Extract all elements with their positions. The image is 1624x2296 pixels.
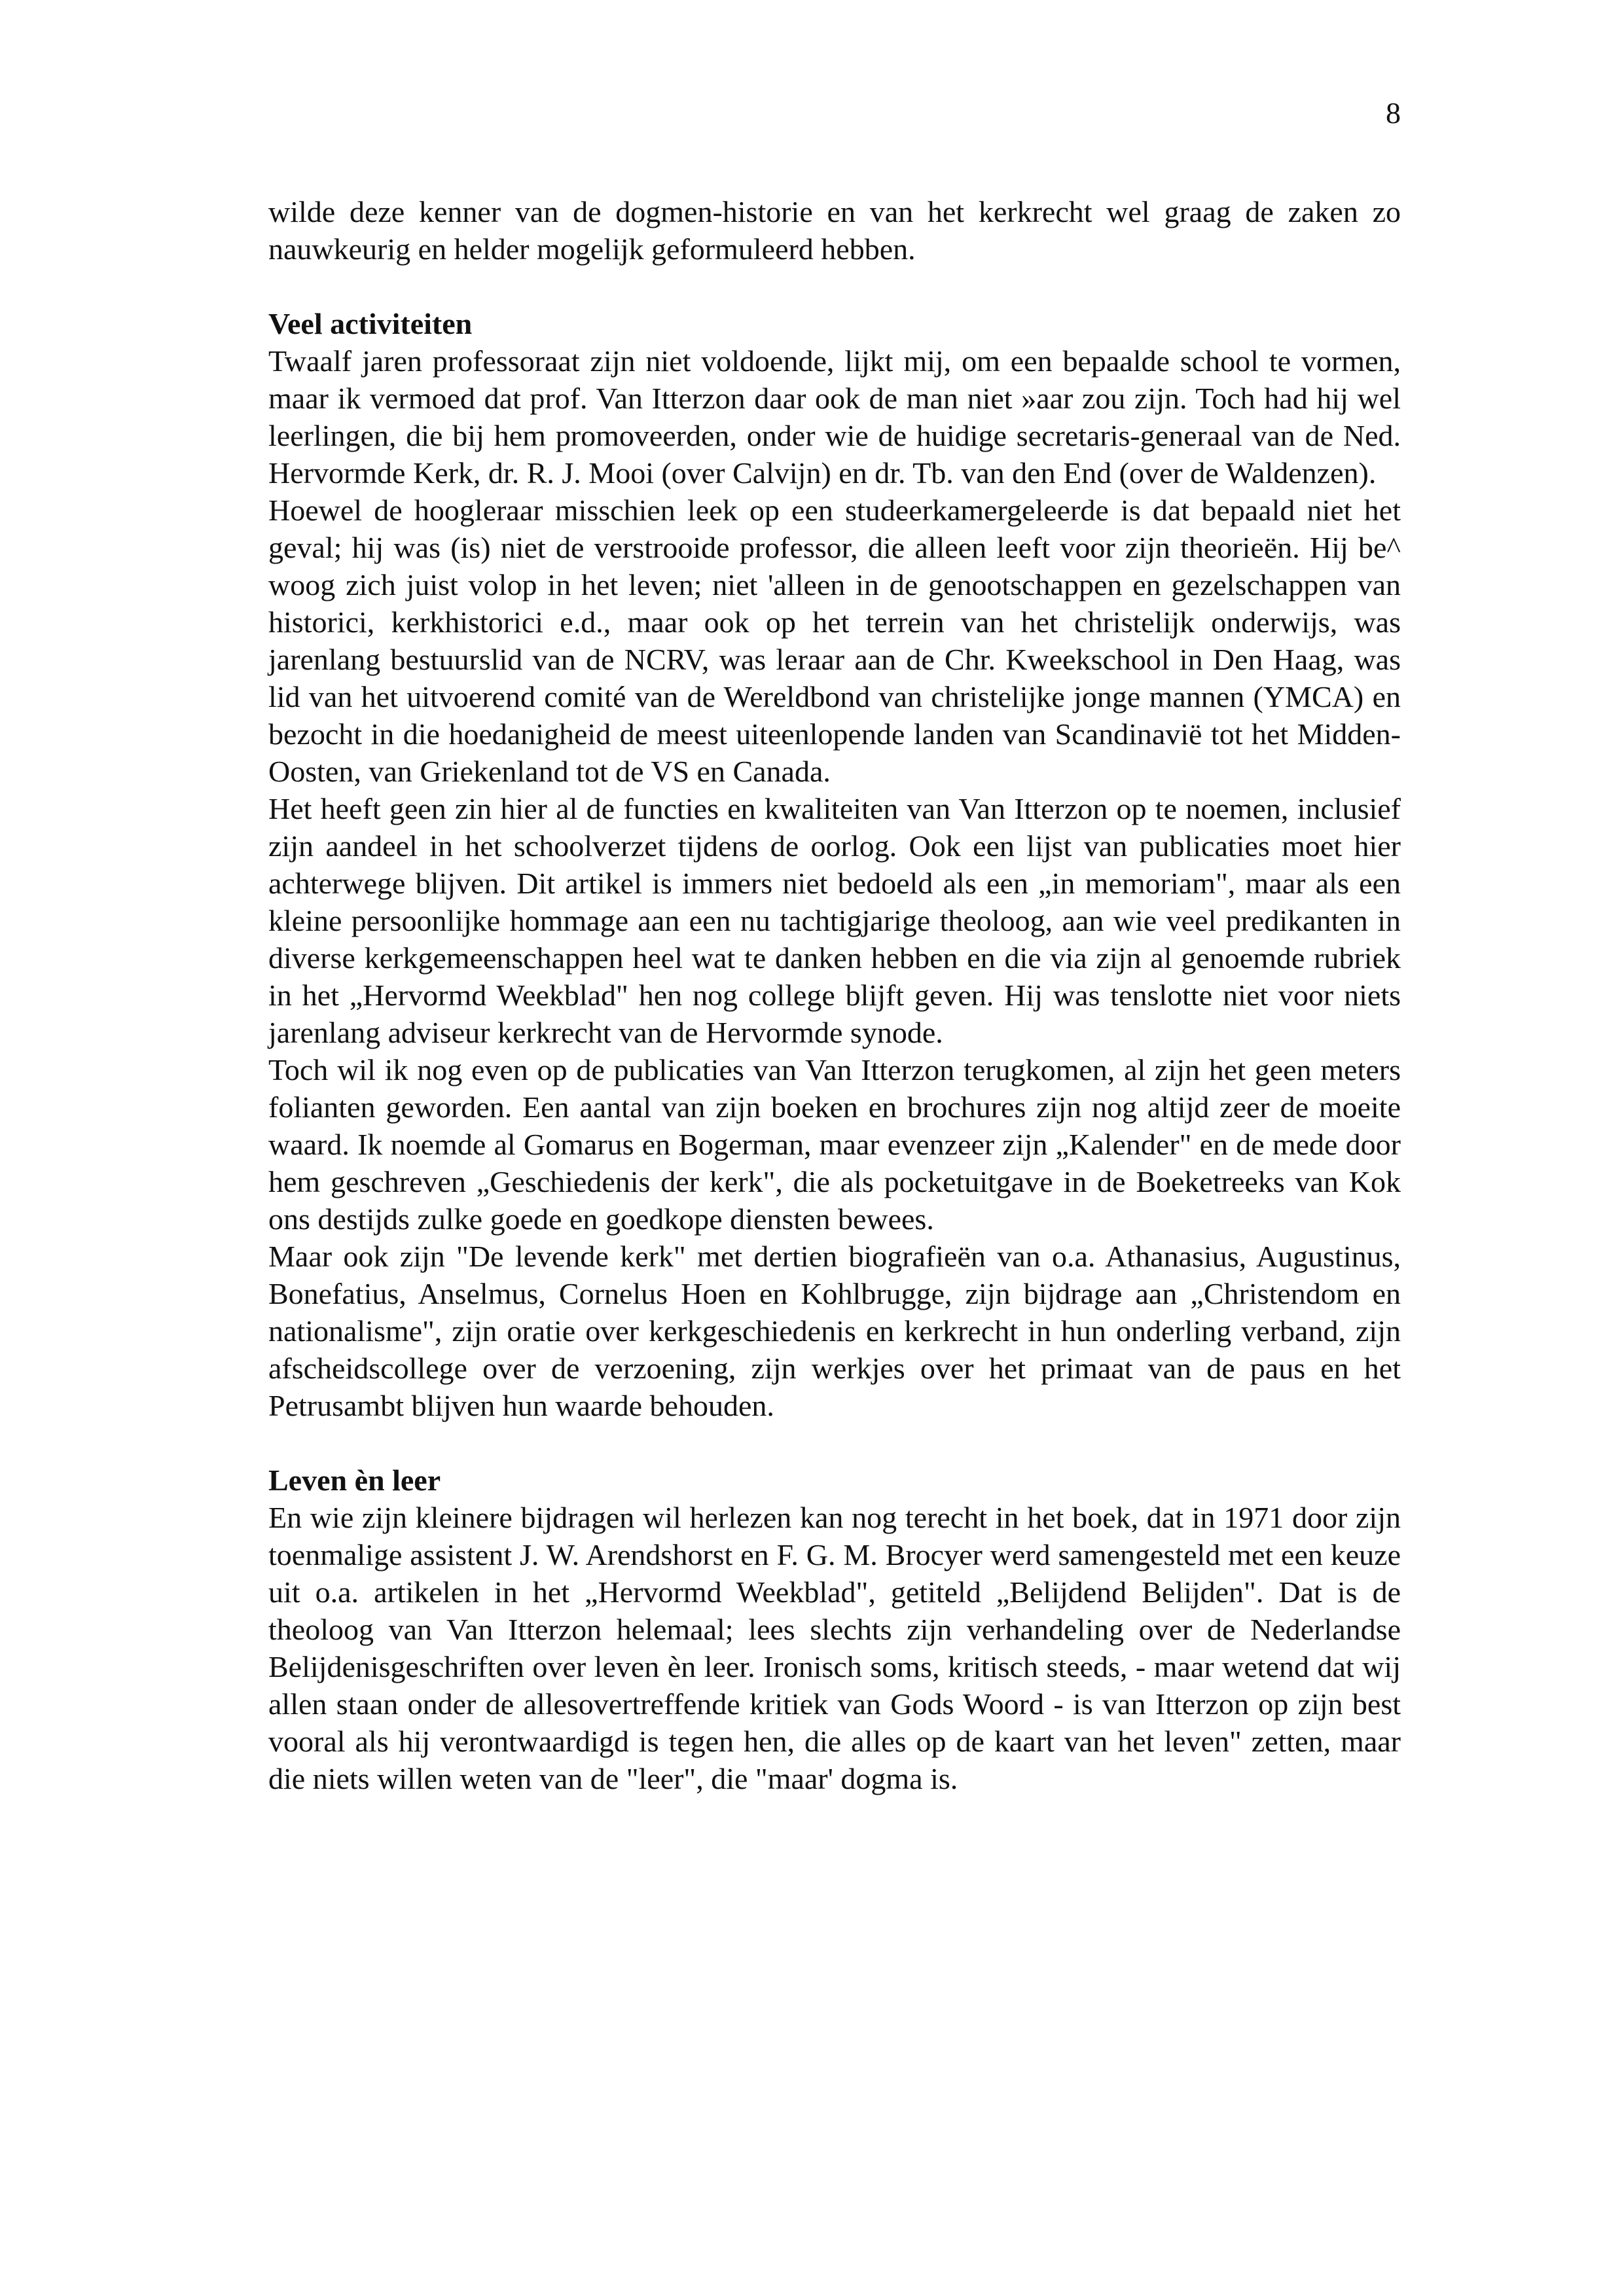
article-body bbox=[268, 193, 1401, 1797]
page-number: 8 bbox=[1386, 96, 1401, 130]
paragraph: Twaalf jaren professoraat zijn niet voldoende, lijkt mij, om een bepaalde school te vormen, maar ik vermoed dat prof. Van Itterzon daar ook de man niet »aar zou zijn. Toch had hij wel leerlingen, die bij hem promoveerden, onder wie de huidige secretaris-generaal van de Ned. Hervormde Kerk, dr. R. J. Mooi (over Calvijn) en dr. Tb. van den End (over de Waldenzen). bbox=[268, 344, 1401, 490]
spacer bbox=[268, 268, 1401, 305]
paragraph: En wie zijn kleinere bijdragen wil herlezen kan nog terecht in het boek, dat in 1971 door zijn toenmalige assistent J. W. Arendshorst en F. G. M. Brocyer werd samengesteld met een keuze uit o.a. artikelen in het „Hervormd Weekblad", getiteld „Belijdend Belijden". Dat is de theoloog van Van Itterzon helemaal; lees slechts zijn verhandeling over de Nederlandse Belijdenisgeschriften over leven èn leer. Ironisch soms, kritisch steeds, - maar wetend dat wij allen staan onder de allesovertreffende kritiek van Gods Woord - is van Itterzon op zijn best vooral als hij verontwaardigd is tegen hen, die alles op de kaart van het leven" zetten, maar die niets willen weten van de "leer", die "maar' dogma is. bbox=[268, 1501, 1401, 1795]
paragraph: Toch wil ik nog even op de publicaties van Van Itterzon terugkomen, al zijn het geen meters folianten geworden. Een aantal van zijn boeken en brochures zijn nog altijd zeer de moeite waard. Ik noemde al Gomarus en Bogerman, maar evenzeer zijn „Kalender" en de mede door hem geschreven „Geschiedenis der kerk", die als pocketuitgave in de Boeketreeks van Kok ons destijds zulke goede en goedkope diensten bewees. bbox=[268, 1053, 1401, 1236]
paragraph: Het heeft geen zin hier al de functies en kwaliteiten van Van Itterzon op te noemen, inclusief zijn aandeel in het schoolverzet tijdens de oorlog. Ook een lijst van publicaties moet hier achterwege blijven. Dit artikel is immers niet bedoeld als een „in memoriam", maar als een kleine persoonlijke hommage aan een nu tachtigjarige theoloog, aan wie veel predikanten in diverse kerkgemeenschappen heel wat te danken hebben en die via zijn al genoemde rubriek in het „Hervormd Weekblad" hen nog college blijft geven. Hij was tenslotte niet voor niets jarenlang adviseur kerkrecht van de Hervormde synode. bbox=[268, 792, 1401, 1049]
spacer bbox=[268, 1424, 1401, 1462]
section-heading-veel-activiteiten: Veel activiteiten bbox=[268, 307, 473, 340]
intro-paragraph: wilde deze kenner van de dogmen-historie en van het kerkrecht wel graag de zaken zo nauwkeurig en helder mogelijk geformuleerd hebben. bbox=[268, 195, 1401, 266]
section-heading-leven-en-leer: Leven èn leer bbox=[268, 1463, 441, 1497]
paragraph: Hoewel de hoogleraar misschien leek op een studeerkamergeleerde is dat bepaald niet het geval; hij was (is) niet de verstrooide professor, die alleen leeft voor zijn theorieën. Hij be^ woog zich juist volop in het leven; niet 'alleen in de genootschappen en gezelschappen van historici, kerkhistorici e.d., maar ook op het terrein van het christelijk onderwijs, was jarenlang bestuurslid van de NCRV, was leraar aan de Chr. Kweekschool in Den Haag, was lid van het uitvoerend comité van de Wereldbond van christelijke jonge mannen (YMCA) en bezocht in die hoedanigheid de meest uiteenlopende landen van Scandinavië tot het Midden-Oosten, van Griekenland tot de VS en Canada. bbox=[268, 493, 1401, 788]
paragraph: Maar ook zijn "De levende kerk" met dertien biografieën van o.a. Athanasius, Augustinus, Bonefatius, Anselmus, Cornelus Hoen en Kohlbrugge, zijn bijdrage aan „Christendom en nationalisme", zijn oratie over kerkgeschiedenis en kerkrecht in hun onderling verband, zijn afscheidscollege over de verzoening, zijn werkjes over het primaat van de paus en het Petrusambt blijven hun waarde behouden. bbox=[268, 1240, 1401, 1422]
